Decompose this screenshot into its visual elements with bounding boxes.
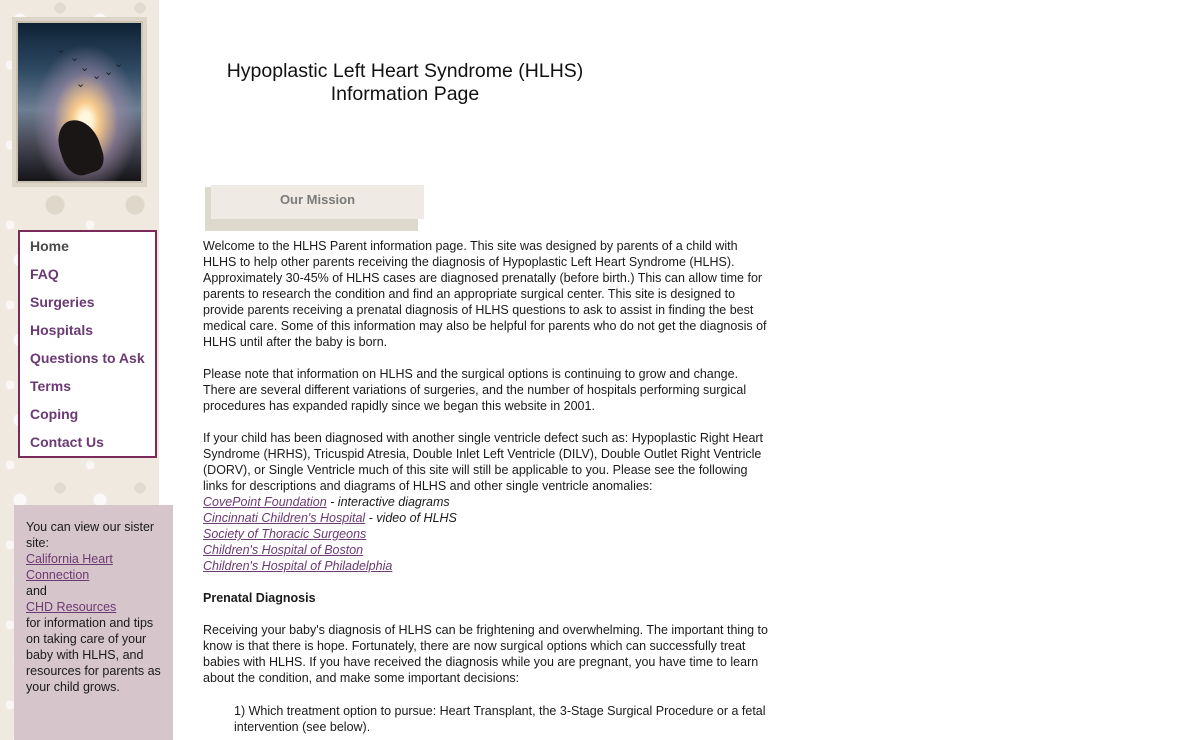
prenatal-list-item-1: 1) Which treatment option to pursue: Heart Transplant, the 3-Stage Surgical Procedure or a fetal intervention (see below). <box>234 704 766 734</box>
sister-and: and <box>26 584 47 598</box>
prenatal-diagnosis-heading: Prenatal Diagnosis <box>203 591 316 605</box>
covepoint-foundation-link[interactable]: CovePoint Foundation <box>203 495 327 509</box>
mission-paragraph-2: Please note that information on HLHS and the surgical options is continuing to grow and change. There are several different variations of surgeries, and the number of hospitals performing surgical procedures has expanded rapidly since we began this website in 2001. <box>203 367 747 413</box>
nav-terms[interactable]: Terms <box>30 378 71 394</box>
thoracic-surgeons-link[interactable]: Society of Thoracic Surgeons <box>203 527 367 541</box>
resource-link-row <box>203 494 768 510</box>
covepoint-desc: - interactive diagrams <box>326 495 450 509</box>
resource-link-row <box>203 510 768 526</box>
sunset-hand-photo: ⌄ ⌄ ⌄ ⌄ ⌄ ⌄ ⌄ <box>18 23 141 181</box>
cincinnati-desc: - video of HLHS <box>365 511 457 525</box>
mission-paragraph-1: Welcome to the HLHS Parent information page. This site was designed by parents of a child with HLHS to help other parents receiving the diagnosis of Hypoplastic Left Heart Syndrome (HLHS). Approximately 30-45% of HLHS cases are diagnosed prenatally (before birth.) This can allow time for parents to research the condition and find an appropriate surgical center. This site is designed to provide parents receiving a prenatal diagnosis of HLHS questions to ask to assist in finding the best medical care. Some of this information may also be helpful for parents who do not get the diagnosis of HLHS until after the baby is born. <box>203 239 767 349</box>
chd-resources-link[interactable]: CHD Resources <box>26 600 117 614</box>
hand-silhouette <box>52 114 107 180</box>
nav-hospitals[interactable]: Hospitals <box>30 322 94 338</box>
nav-coping[interactable]: Coping <box>30 406 79 422</box>
page-title-line2: Information Page <box>330 83 480 105</box>
resource-links <box>203 494 768 574</box>
sister-site-panel <box>14 505 173 740</box>
page-title-line1: Hypoplastic Left Heart Syndrome (HLHS) <box>226 60 584 82</box>
resource-link-row <box>203 542 768 558</box>
main-content <box>203 238 768 735</box>
resource-link-row <box>203 558 768 574</box>
cincinnati-childrens-link[interactable]: Cincinnati Children's Hospital <box>203 511 366 525</box>
header-photo-frame <box>12 17 147 187</box>
page-title <box>212 60 598 106</box>
nav-surgeries[interactable]: Surgeries <box>30 294 95 310</box>
resource-link-row <box>203 526 768 542</box>
sister-intro: You can view our sister site: <box>26 520 155 550</box>
childrens-philadelphia-link[interactable]: Children's Hospital of Philadelphia <box>203 559 393 573</box>
california-heart-connection-link[interactable]: California Heart Connection <box>26 552 113 582</box>
our-mission-tab <box>205 187 418 231</box>
nav-contact-us[interactable]: Contact Us <box>30 434 104 450</box>
sister-outro: for information and tips on taking care of your baby with HLHS, and resources for parents as your child grows. <box>26 616 161 694</box>
our-mission-label: Our Mission <box>211 185 424 219</box>
nav-home[interactable]: Home <box>30 238 69 254</box>
main-navigation <box>18 230 157 458</box>
mission-paragraph-3: If your child has been diagnosed with another single ventricle defect such as: Hypoplastic Right Heart Syndrome (HRHS), Tricuspid Atresia, Double Inlet Left Ventricle (DILV), Double Outlet Right Ventricle (DORV), or Single Ventricle much of this site will still be applicable to you. Please see the following links for descriptions and diagrams of HLHS and other single ventricle anomalies: <box>203 431 764 493</box>
nav-faq[interactable]: FAQ <box>30 266 59 282</box>
prenatal-paragraph: Receiving your baby's diagnosis of HLHS can be frightening and overwhelming. The important thing to know is that there is hope. Fortunately, there are now surgical options which can successfully treat babies with HLHS. If you have received the diagnosis while you are pregnant, you have time to learn about the condition, and make some important decisions: <box>203 623 768 685</box>
nav-questions-to-ask[interactable]: Questions to Ask <box>30 350 145 366</box>
childrens-boston-link[interactable]: Children's Hospital of Boston <box>203 543 364 557</box>
